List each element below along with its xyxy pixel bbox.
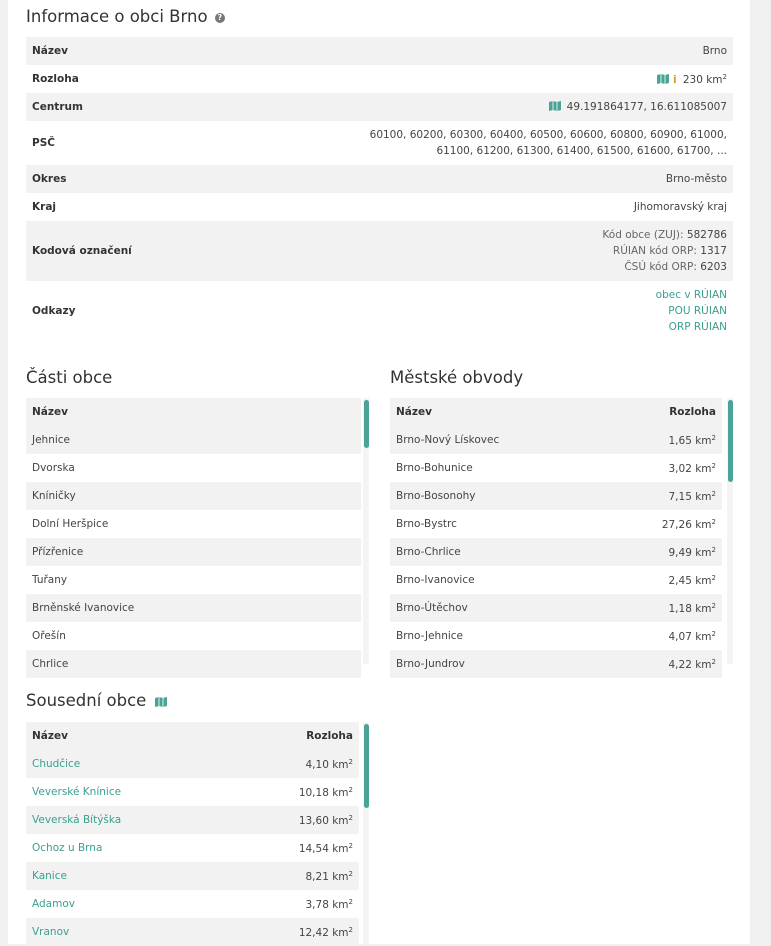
info-row-nazev xyxy=(26,37,733,65)
table-header: Název xyxy=(26,398,361,426)
list-item[interactable]: Chrlice xyxy=(26,650,361,678)
info-icon[interactable]: i xyxy=(673,73,677,86)
okres-link[interactable]: Brno-město xyxy=(665,173,727,185)
table-row[interactable]: Brno-Útěchov 1,18 $km^2$ xyxy=(390,594,722,622)
list-item[interactable]: Kníničky xyxy=(26,482,361,510)
info-value: Brno xyxy=(702,45,727,57)
kraj-link[interactable]: Jihomoravský kraj xyxy=(633,201,727,213)
table-row[interactable]: Vranov 12,42 $km^2$ xyxy=(26,918,359,946)
map-icon[interactable] xyxy=(155,692,167,711)
obvody-table xyxy=(390,398,733,671)
table-row[interactable]: Brno-Bosonohy 7,15 $km^2$ xyxy=(390,482,722,510)
table-row[interactable]: Brno-Nový Lískovec 1,65 $km^2$ xyxy=(390,426,722,454)
link-orp-ruian[interactable]: ORP RÚIAN xyxy=(668,321,727,333)
info-label: Okres xyxy=(32,173,67,185)
list-item[interactable]: Dvorska xyxy=(32,462,75,474)
info-value xyxy=(656,287,727,335)
info-table xyxy=(26,37,733,341)
sousedni-table xyxy=(26,722,369,944)
list-item[interactable]: Ořešín xyxy=(32,630,66,642)
scrollbar-thumb[interactable] xyxy=(364,724,369,808)
info-row-odkazy xyxy=(26,281,733,341)
table-header: Název Rozloha xyxy=(26,722,359,750)
map-icon[interactable] xyxy=(657,73,669,89)
casti-title: Části obce xyxy=(26,368,113,387)
list-item[interactable]: Jehnice xyxy=(26,426,361,454)
info-value: 49.191864177, 16.611085007 xyxy=(549,99,727,116)
list-item[interactable]: Tuřany xyxy=(32,574,68,586)
table-row[interactable]: Adamov 3,78 $km^2$ xyxy=(32,897,353,911)
obvody-title: Městské obvody xyxy=(390,368,524,387)
table-row[interactable]: Brno-Chrlice 9,49 $km^2$ xyxy=(390,538,722,566)
sousedni-title: Sousední obce xyxy=(26,691,167,711)
info-value: Kód obce (ZUJ): 582786 RÚIAN kód ORP: 1317 ČSÚ kód ORP: 6203 xyxy=(602,229,727,273)
help-icon[interactable]: ? xyxy=(215,13,225,23)
info-row-psc xyxy=(26,121,733,165)
scrollbar-thumb[interactable] xyxy=(364,400,369,448)
table-row[interactable]: Chudčice 4,10 $km^2$ xyxy=(26,750,359,778)
info-label: Název xyxy=(32,45,68,57)
content-card xyxy=(8,0,750,944)
map-icon[interactable] xyxy=(549,100,561,116)
link-pou-ruian[interactable]: POU RÚIAN xyxy=(668,305,727,317)
table-row[interactable]: Ochoz u Brna 14,54 $km^2$ xyxy=(32,841,353,855)
table-row[interactable]: Brno-Jehnice 4,07 $km^2$ xyxy=(396,629,716,643)
info-label: Odkazy xyxy=(32,305,76,317)
table-row[interactable]: Brno-Bystrc 27,26 $km^2$ xyxy=(396,517,716,531)
info-label: Kodová označení xyxy=(32,245,132,257)
link-obec-ruian[interactable]: obec v RÚIAN xyxy=(655,289,727,301)
info-label: Rozloha xyxy=(32,73,79,85)
info-label: Kraj xyxy=(32,201,56,213)
info-label: Centrum xyxy=(32,101,83,113)
info-row-okres xyxy=(26,165,733,193)
table-row[interactable]: Kanice 8,21 $km^2$ xyxy=(26,862,359,890)
info-row-rozloha xyxy=(26,65,733,93)
table-row[interactable]: Veverské Knínice 10,18 $km^2$ xyxy=(32,785,353,799)
table-row[interactable]: Brno-Jundrov 4,22 $km^2$ xyxy=(390,650,722,678)
table-row[interactable]: Brno-Bohunice 3,02 $km^2$ xyxy=(396,461,716,475)
info-row-kraj xyxy=(26,193,733,221)
list-item[interactable]: Dolní Heršpice xyxy=(32,518,109,530)
info-value: i 230 $km^2$ xyxy=(657,69,727,89)
table-row[interactable]: Brno-Ivanovice 2,45 $km^2$ xyxy=(396,573,716,587)
table-header: Název Rozloha xyxy=(390,398,722,426)
list-item[interactable]: Brněnské Ivanovice xyxy=(26,594,361,622)
info-value: 60100, 60200, 60300, 60400, 60500, 60600, 60800, 60900, 61000, 61100, 61200, 61300, 61400, 61500, 61600, 61700, ... xyxy=(369,129,727,157)
casti-table xyxy=(26,398,369,670)
info-title: Informace o obci Brno ? xyxy=(26,7,225,26)
table-row[interactable]: Veverská Bítýška 13,60 $km^2$ xyxy=(26,806,359,834)
list-item[interactable]: Přízřenice xyxy=(26,538,361,566)
scrollbar-thumb[interactable] xyxy=(728,400,733,482)
info-label: PSČ xyxy=(32,137,55,149)
info-row-centrum xyxy=(26,93,733,121)
info-row-kody xyxy=(26,221,733,281)
